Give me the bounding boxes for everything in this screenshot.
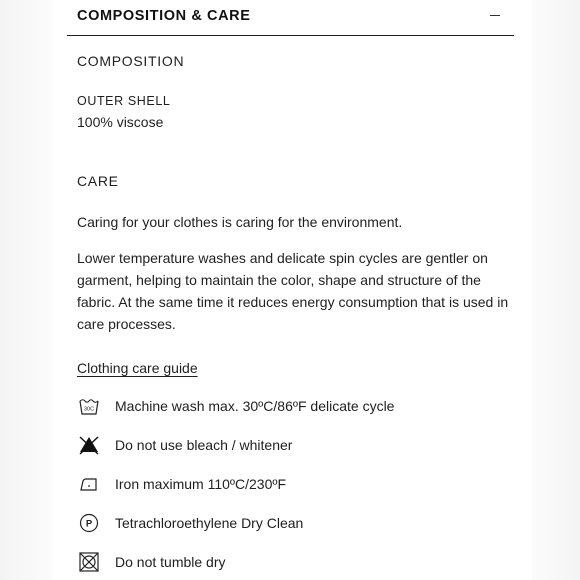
care-instruction-wash [77,394,517,418]
outer-shell-value: 100% viscose [77,114,164,130]
minus-icon[interactable] [490,15,500,16]
no-bleach-icon [77,433,101,457]
background-left [0,0,52,580]
accordion-header[interactable] [67,0,514,36]
care-instruction-tumble-dry [77,550,517,574]
care-instruction-label: Tetrachloroethylene Dry Clean [115,515,304,531]
composition-heading: COMPOSITION [77,53,185,69]
care-heading: CARE [77,173,119,189]
accordion-title: COMPOSITION & CARE [77,8,251,24]
care-instruction-iron [77,472,517,496]
clothing-care-guide-link[interactable]: Clothing care guide [77,360,198,376]
iron-low-icon [77,472,101,496]
no-tumble-dry-icon [77,550,101,574]
care-instruction-bleach [77,433,517,457]
care-instruction-label: Do not tumble dry [115,554,226,570]
care-instruction-dry-clean [77,511,517,535]
care-instruction-label: Iron maximum 110ºC/230ºF [115,476,287,492]
care-description: Lower temperature washes and delicate spin cycles are gentler on garment, helping to maintain the color, shape and structure of the fabric. At the same time it reduces energy consumption that is used in care processes. [77,250,509,332]
outer-shell-label: OUTER SHELL [77,94,171,108]
dry-clean-p-icon [77,511,101,535]
care-instruction-label: Machine wash max. 30ºC/86ºF delicate cycle [115,398,395,414]
care-instruction-label: Do not use bleach / whitener [115,437,293,453]
background-right [532,0,580,580]
dry-clean-icon-text: P [85,518,93,530]
wash-30-icon [77,394,101,418]
care-intro: Caring for your clothes is caring for the environment. [77,214,403,230]
wash-icon-text: 30C [83,406,95,413]
